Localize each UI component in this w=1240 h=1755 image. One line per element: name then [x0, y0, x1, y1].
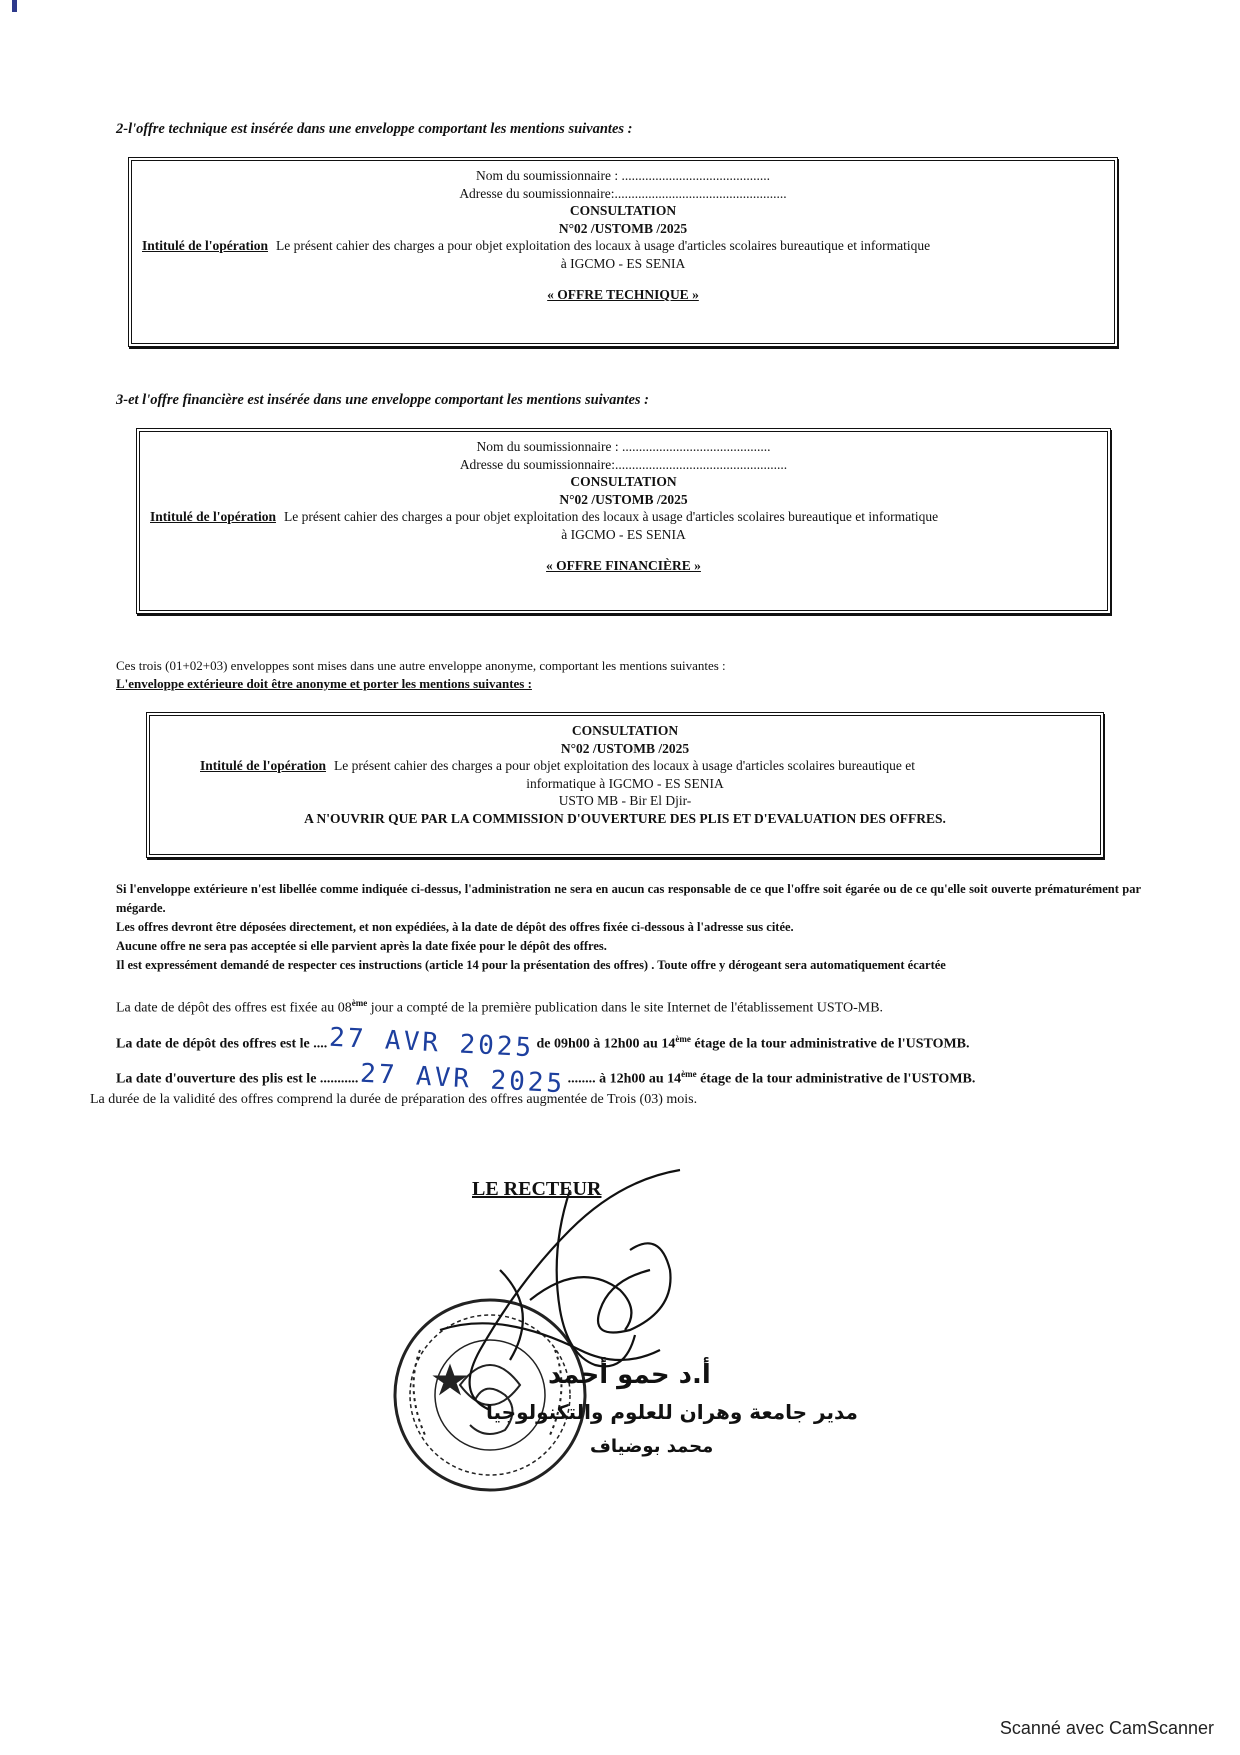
instruction-item: Il est expressément demandé de respecter ces instructions (article 14 pour la présentation des offres) . Toute offre y dérogeant sera automatiquement écartée	[116, 958, 946, 972]
consultation-label: CONSULTATION	[570, 474, 677, 489]
operation-title-line2: informatique à IGCMO - ES SENIA	[526, 775, 724, 791]
consultation-label: CONSULTATION	[569, 203, 677, 218]
consultation-number: N°02 /USTOMB /2025	[560, 740, 690, 756]
opening-date-line: La date d'ouverture des plis est le ...........27 AVR 2025........ à 12h00 au 14ème étage de la tour administrative de l'USTOMB.	[116, 1058, 976, 1100]
section3-heading: 3-et l'offre financière est insérée dans une enveloppe comportant les mentions suivantes :	[116, 392, 649, 408]
consultation-label: CONSULTATION	[571, 723, 679, 738]
offer-financial-label: « OFFRE FINANCIÈRE »	[546, 558, 701, 573]
camscanner-footer: Scanné avec CamScanner	[999, 1718, 1214, 1738]
usto-address: USTO MB - Bir El Djir-	[558, 793, 692, 808]
deposit-date-stamp: 27 AVR 2025	[328, 1022, 536, 1064]
section2-heading: 2-l'offre technique est insérée dans une enveloppe comportant les mentions suivantes :	[116, 121, 633, 137]
deposit-deadline-rule: La date de dépôt des offres est fixée au 08ème jour a compté de la première publication dans le site Internet de l'établissement USTO-MB.	[116, 998, 884, 1016]
consultation-number: N°02 /USTOMB /2025	[559, 491, 688, 507]
operation-title-line2: à IGCMO - ES SENIA	[561, 526, 686, 542]
technical-offer-envelope	[128, 157, 1118, 347]
offer-technical-label: « OFFRE TECHNIQUE »	[547, 287, 699, 302]
operation-title	[142, 237, 1104, 255]
instruction-item: Les offres devront être déposées directement, et non expédiées, à la date de dépôt des offres fixée ci-dessous à l'adresse sus citée.	[116, 920, 794, 934]
rector-role-arabic: مدير جامعة وهران للعلوم والتكنولوجيا	[486, 1400, 858, 1424]
corner-mark	[12, 0, 17, 12]
outer-envelope-intro: Ces trois (01+02+03) enveloppes sont mises dans une autre enveloppe anonyme, comportant les mentions suivantes :	[116, 658, 726, 673]
rector-name-arabic: أ.د حمو أحمد	[548, 1360, 711, 1390]
consultation-number: N°02 /USTOMB /2025	[558, 220, 688, 236]
operation-title-label: Intitulé de l'opération	[200, 758, 327, 773]
financial-offer-envelope	[136, 428, 1111, 614]
operation-title-line2: à IGCMO - ES SENIA	[560, 255, 686, 271]
instruction-item: Aucune offre ne sera pas acceptée si elle parvient après la date fixée pour le dépôt des offres.	[116, 939, 607, 953]
outer-envelope	[146, 712, 1104, 858]
bidder-name-line: Nom du soumissionnaire : ............................................	[476, 439, 771, 454]
do-not-open-notice: A N'OUVRIR QUE PAR LA COMMISSION D'OUVERTURE DES PLIS ET D'EVALUATION DES OFFRES.	[304, 810, 946, 826]
rector-sub-arabic: محمد بوضياف	[590, 1436, 714, 1457]
operation-title-text: Le présent cahier des charges a pour objet exploitation des locaux à usage d'articles scolaires bureautique et informatique	[284, 509, 939, 524]
outer-envelope-intro-bold: L'enveloppe extérieure doit être anonyme et porter les mentions suivantes :	[116, 676, 532, 691]
operation-title-text: Le présent cahier des charges a pour objet exploitation des locaux à usage d'articles scolaires bureautique et	[334, 758, 915, 773]
instructions-block	[116, 880, 1141, 975]
opening-date-stamp: 27 AVR 2025	[359, 1058, 567, 1100]
bidder-name-line: Nom du soumissionnaire : ............................................	[476, 168, 770, 183]
rector-title: LE RECTEUR	[472, 1178, 602, 1200]
bidder-address-line: Adresse du soumissionnaire:...................................................	[459, 456, 788, 472]
operation-title	[150, 508, 1097, 526]
operation-title-label: Intitulé de l'opération	[142, 238, 269, 253]
operation-title	[160, 757, 1090, 775]
instruction-item: Si l'enveloppe extérieure n'est libellée comme indiquée ci-dessus, l'administration ne sera en aucun cas responsable de ce que l'offre soit égarée ou de ce qu'elle soit ouverte prématurément par mégarde.	[116, 882, 1141, 915]
offer-validity: La durée de la validité des offres comprend la durée de préparation des offres augmentée de Trois (03) mois.	[90, 1092, 698, 1107]
official-seal	[395, 1300, 585, 1490]
operation-title-label: Intitulé de l'opération	[150, 509, 277, 524]
bidder-address-line: Adresse du soumissionnaire:...................................................	[459, 185, 787, 201]
operation-title-text: Le présent cahier des charges a pour objet exploitation des locaux à usage d'articles scolaires bureautique et informatique	[276, 238, 931, 253]
deposit-date-line: La date de dépôt des offres est le ....27 AVR 2025de 09h00 à 12h00 au 14ème étage de la tour administrative de l'USTOMB.	[116, 1022, 970, 1064]
